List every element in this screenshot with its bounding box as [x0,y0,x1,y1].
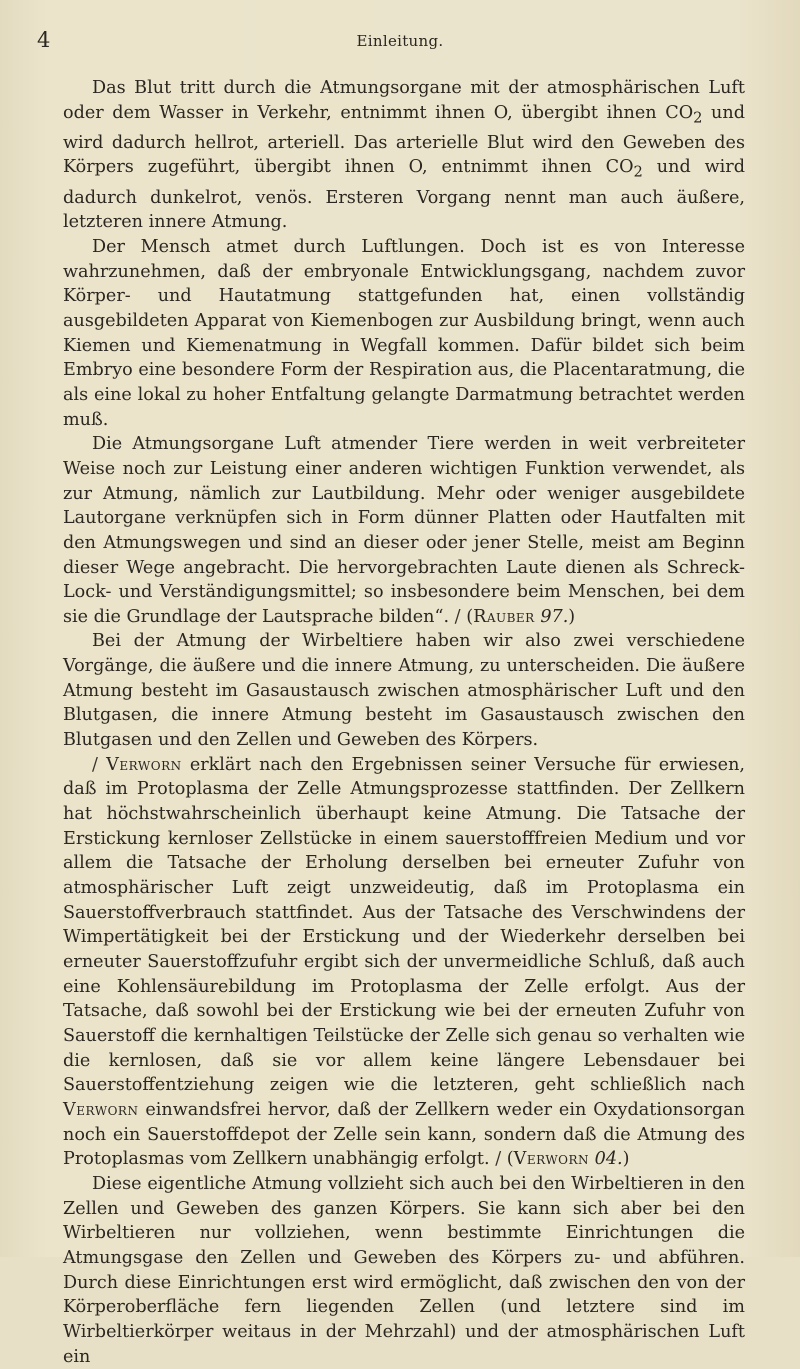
paragraph-3 [63,432,745,629]
paragraph-text: erklärt nach den Ergebnissen seiner Versuche für erwiesen, daß im Protoplasma der Zelle Atmungsprozesse stattfinden. Der Zellkern hat höchstwahrscheinlich überhaupt keine Atmung. Die Tatsache der Erstickung kernloser Zellstücke in einem sauerstofffreien Medium und vor allem die Tatsache der Erholung derselben bei erneuter Zufuhr von atmosphärischer Luft zeigt unzweideutig, daß im Protoplasma ein Sauerstoffverbrauch stattfindet. Aus der Tatsache des Verschwindens der Wimpertätigkeit bei der Erstickung und der Wiederkehr derselben bei erneuter Sauerstoffzufuhr ergibt sich der unvermeidliche Schluß, daß auch eine Kohlensäurebildung im Protoplasma der Zelle erfolgt. Aus der Tatsache, daß sowohl bei der Erstickung wie bei der erneuten Zufuhr von Sauerstoff die kernhaltigen Teilstücke der Zelle sich genau so verhalten wie die kernlosen, daß sie vor allem keine längere Lebensdauer bei Sauerstoffentziehung zeigen wie die letzteren, geht schließlich nach [63,754,745,1096]
author-name: Verworn [63,1099,139,1120]
citation [466,607,575,627]
page-number: 4 [37,28,51,52]
paragraph-4 [63,629,745,752]
paragraph-text: Die Atmungsorgane Luft atmender Tiere werden in weit verbreiteter Weise noch zur Leistung einer anderen wichtigen Funktion verwendet, als zur Atmung, nämlich zur Lautbildung. Mehr oder weniger ausgebildete Lautorgane verknüpfen sich in Form dünner Platten oder Hautfalten mit den Atmungswegen und sind an dieser oder jener Stelle, meist am Beginn dieser Wege angebracht. Die hervorgebrachten Laute dienen als Schreck- Lock- und Verständigungsmittel; so insbesondere beim Menschen, bei dem sie die Grundlage der Lautsprache bilden“. [63,434,745,627]
paragraph-2 [63,235,745,432]
paragraph-text: und wird dadurch hellrot, arteriell. Das arterielle Blut wird den Geweben des Körpers zugeführt, übergibt ihnen O, entnimmt ihnen CO [63,102,745,178]
pencil-mark: / [449,606,467,627]
pencil-mark: / [489,1149,507,1170]
paragraph-6 [63,1172,745,1369]
paragraph-text: Der Mensch atmet durch Luftlungen. Doch ist es von Interesse wahrzunehmen, daß der embryonale Entwicklungsgang, nachdem zuvor Körper- und Hautatmung stattgefunden hat, einen vollständig ausgebildeten Apparat von Kiemenbogen zur Ausbildung bringt, wenn auch Kiemen und Kiemenatmung in Wegfall kommen. Dafür bildet sich beim Embryo eine besondere Form der Respiration aus, die Placentaratmung, die als eine lokal zu hoher Entfaltung gelangte Darmatmung betrachtet werden muß. [63,236,745,430]
citation [507,1149,630,1169]
citation-close: ) [568,606,576,627]
paragraph-1 [63,76,745,235]
citation-open: ( [506,1149,514,1170]
subscript: 2 [633,164,643,181]
paragraph-text: Diese eigentliche Atmung vollzieht sich auch bei den Wirbeltieren in den Zellen und Geweben des ganzen Körpers. Sie kann sich aber bei den Wirbeltieren nur vollziehen, wenn bestimmte Einrichtungen die Atmungsgase den Zellen und Geweben des Körpers zu- und abführen. Durch diese Einrichtungen erst wird ermöglicht, daß zwischen den von der Körperoberfläche fern liegenden Zellen (und letztere sind im Wirbeltierkörper weitaus in der Mehrzahl) und der atmosphärischen Luft ein [63,1173,745,1367]
paragraph-5 [63,753,745,1172]
header-title: Einleitung. [356,32,444,50]
paragraph-text: und wird dadurch dunkelrot, venös. Ersteren Vorgang nennt man auch äußere, letzteren innere Atmung. [63,157,745,233]
citation-open: ( [466,606,474,627]
citation-number: 97. [540,606,569,627]
pencil-mark: / [92,754,107,775]
author-name: Verworn [106,754,182,775]
paragraph-text: einwandsfrei hervor, daß der Zellkern weder ein Oxydationsorgan noch ein Sauerstoffdepot der Zelle sein kann, sondern daß die Atmung des Protoplasmas vom Zellkern unabhängig erfolgt. [63,1099,745,1170]
citation-number: 04. [594,1149,623,1170]
citation-author: Verworn [513,1149,590,1170]
citation-close: ) [622,1149,630,1170]
body-text [63,76,745,1369]
paragraph-text: Das Blut tritt durch die Atmungsorgane mit der atmosphärischen Luft oder dem Wasser in Verkehr, entnimmt ihnen O, übergibt ihnen CO [63,78,745,123]
subscript: 2 [693,109,703,127]
citation-author: Rauber [473,606,535,627]
paragraph-text: Bei der Atmung der Wirbeltiere haben wir also zwei verschiedene Vorgänge, die äußere und die innere Atmung, zu unterscheiden. Die äußere Atmung besteht im Gasaustausch zwischen atmosphärischer Luft und den Blutgasen, die innere Atmung besteht im Gasaustausch zwischen den Blutgasen und den Zellen und Geweben des Körpers. [63,631,745,751]
running-head [0,28,800,52]
